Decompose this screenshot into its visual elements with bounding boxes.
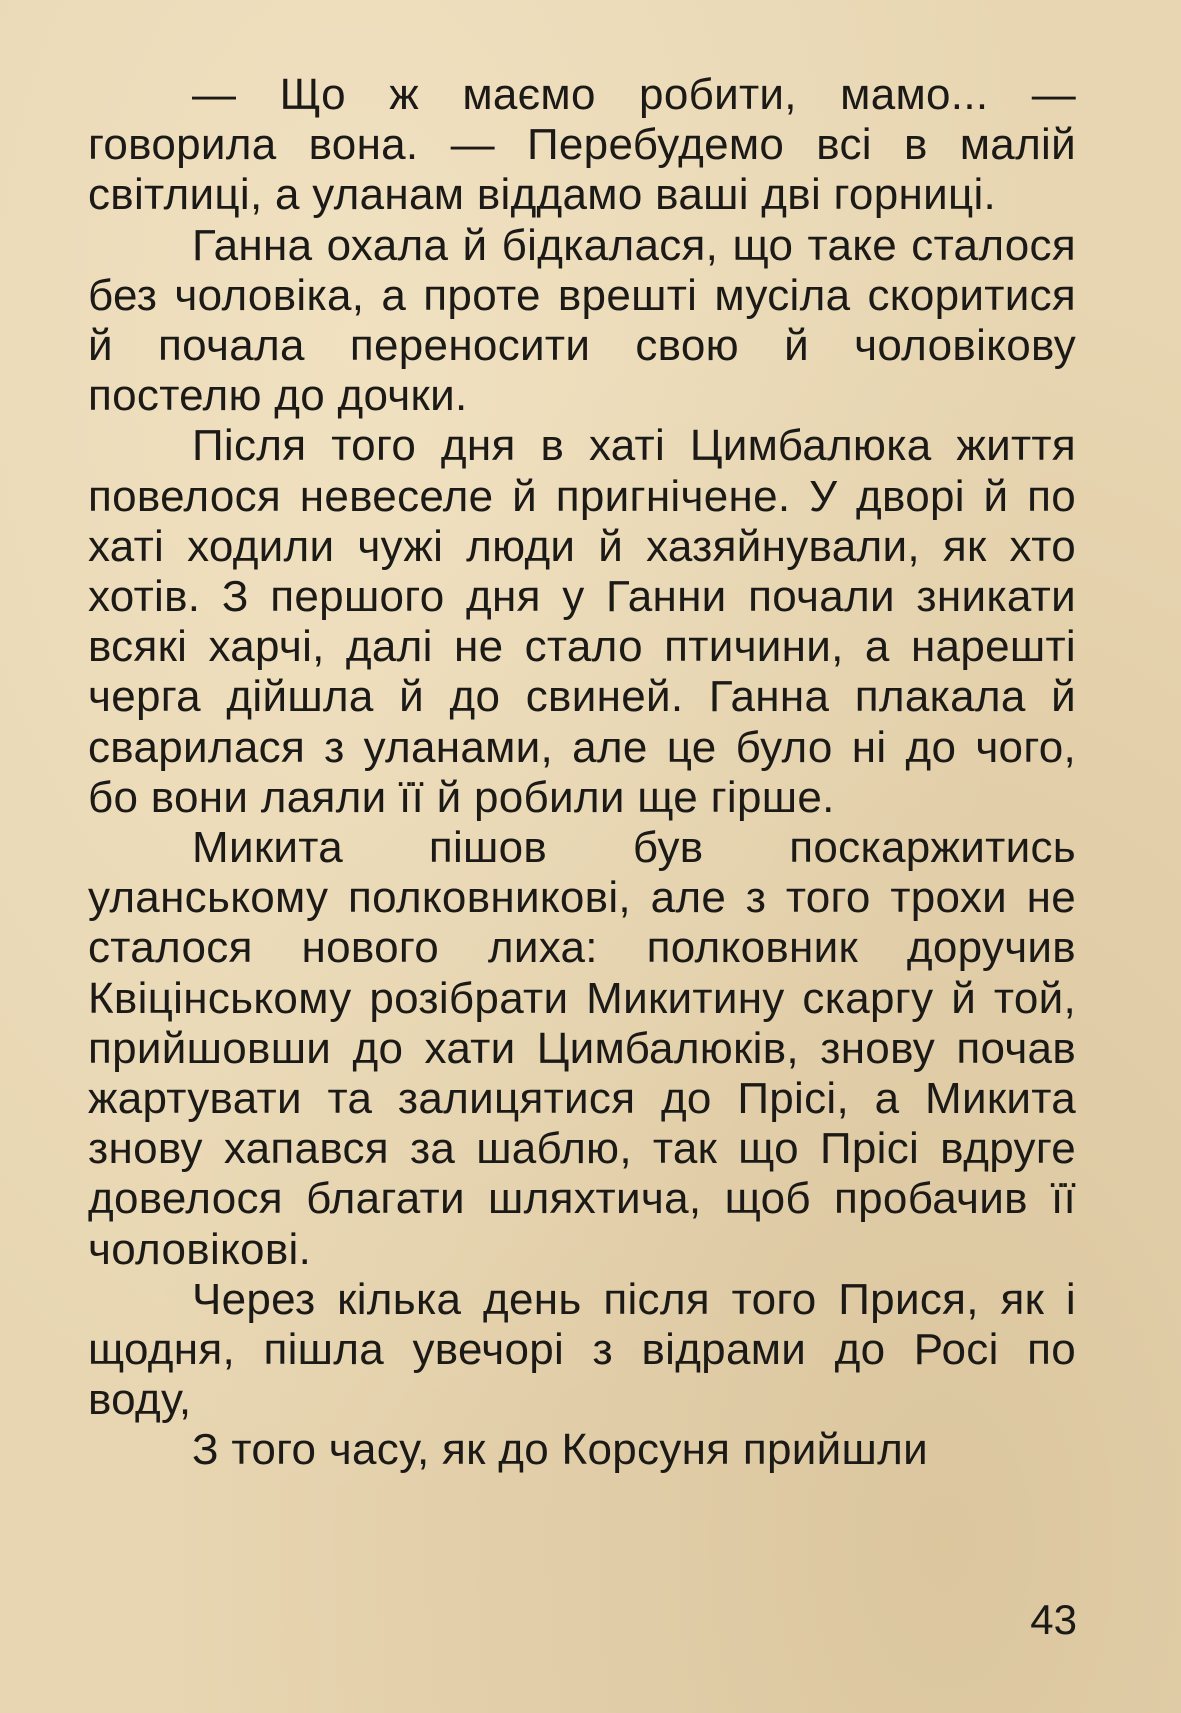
paragraph-1: — Що ж маємо робити, мамо... — говорила вона. — Перебудемо всі в малій світлиці, а уланам віддамо ваші дві горниці. bbox=[88, 70, 1076, 220]
paragraph-3: Після того дня в хаті Цимбалюка життя повелося невеселе й пригнічене. У дворі й по хаті ходили чужі люди й хазяйнували, як хто хотів. З першого дня у Ганни почали зникати всякі харчі, далі не стало птичини, а нарешті черга дійшла й до свиней. Ганна плакала й сварилася з уланами, але це було ні до чого, бо вони лаяли її й робили ще гірше. bbox=[88, 421, 1076, 822]
paragraph-4: Микита пішов був поскаржитись уланському полковникові, але з того трохи не сталося нового лиха: полковник доручив Квіцінському розібрати Микитину скаргу й той, прийшовши до хати Цимбалюків, знову почав жартувати та залицятися до Прісі, а Микита знову хапався за шаблю, так що Прісі вдруге довелося благати шляхтича, щоб пробачив її чоловікові. bbox=[88, 823, 1076, 1274]
paragraph-6: З того часу, як до Корсуня прийшли bbox=[192, 1425, 928, 1475]
paragraph-2: Ганна охала й бідкалася, що таке сталося без чоловіка, а проте врешті мусіла скоритися й почала переносити свою й чоловікову постелю до дочки. bbox=[88, 220, 1076, 421]
page-number: 43 bbox=[1030, 1596, 1077, 1643]
body-text bbox=[88, 70, 1076, 1476]
paragraph-5: Через кілька день після того Прися, як і щодня, пішла увечорі з відрами до Росі по воду, bbox=[88, 1274, 1076, 1425]
